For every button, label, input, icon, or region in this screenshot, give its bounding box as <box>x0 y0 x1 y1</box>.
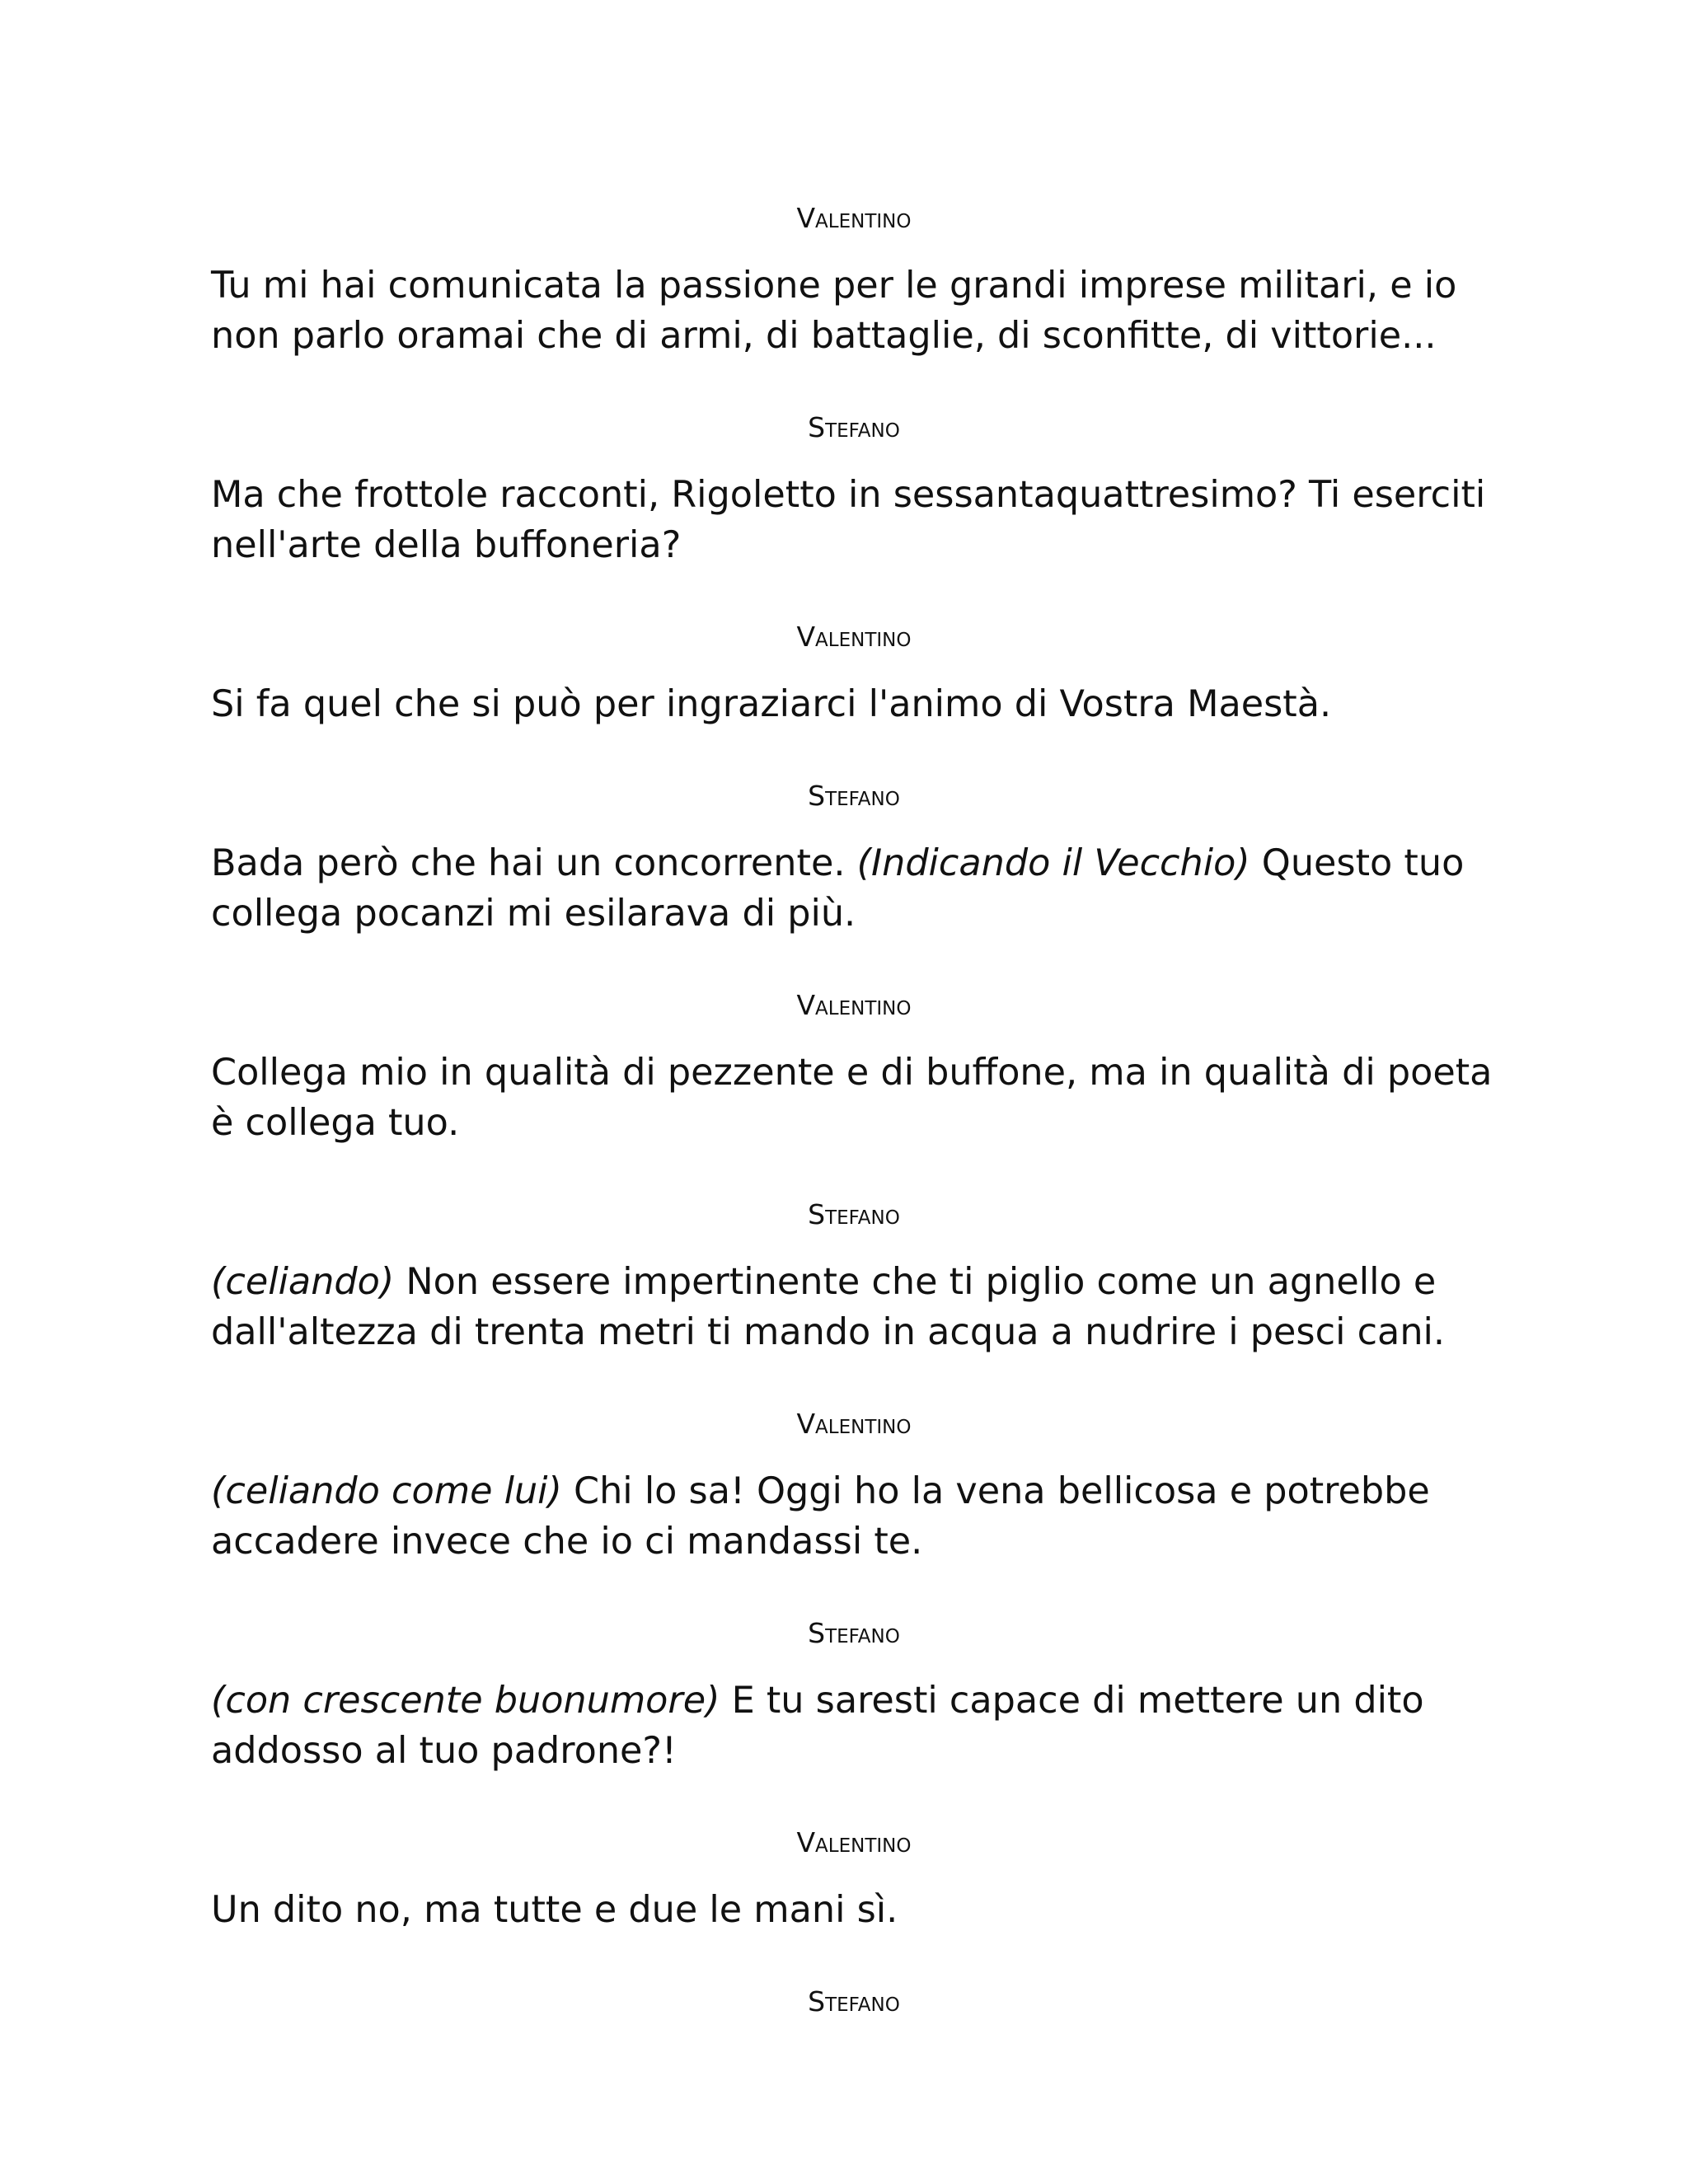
stage-direction: (celiando come lui) <box>211 1470 562 1512</box>
speaker-name: Stefano <box>808 1617 900 1649</box>
dialogue-block <box>211 1402 1497 1567</box>
dialogue-text: Questo tuo collega pocanzi mi esilarava di più. <box>211 842 1465 935</box>
dialogue-block <box>211 615 1497 729</box>
stage-direction: (celiando) <box>211 1261 395 1303</box>
dialogue-line <box>211 838 1497 939</box>
speaker-name: Valentino <box>796 202 912 234</box>
dialogue-text: Collega mio in qualità di pezzente e di buffone, ma in qualità di poeta è collega tuo. <box>211 1052 1493 1144</box>
dialogue-text: Ma che frottole racconti, Rigoletto in sessantaquattresimo? Ti eserciti nell'arte della buffoneria? <box>211 474 1486 566</box>
dialogue-text: Si fa quel che si può per ingraziarci l'animo di Vostra Maestà. <box>211 683 1332 725</box>
speaker-name: Valentino <box>796 989 912 1021</box>
dialogue-line <box>211 260 1497 361</box>
dialogue-line <box>211 1466 1497 1567</box>
dialogue-line <box>211 470 1497 570</box>
dialogue-block <box>211 405 1497 570</box>
dialogue-text: Chi lo sa! Oggi ho la vena bellicosa e potrebbe accadere invece che io ci mandassi te. <box>211 1470 1430 1563</box>
dialogue-block <box>211 983 1497 1148</box>
speaker-name: Valentino <box>796 1408 912 1440</box>
dialogue-text: Non essere impertinente che ti piglio come un agnello e dall'altezza di trenta metri ti mando in acqua a nudrire i pesci cani. <box>211 1261 1446 1353</box>
dialogue-line <box>211 1047 1497 1148</box>
dialogue-text: Bada però che hai un concorrente. <box>211 842 857 884</box>
dialogue-text: E tu saresti capace di mettere un dito addosso al tuo padrone?! <box>211 1680 1424 1772</box>
dialogue-line <box>211 1257 1497 1357</box>
dialogue-line <box>211 679 1497 729</box>
dialogue-block <box>211 1821 1497 1935</box>
dialogue-block <box>211 1611 1497 1776</box>
dialogue-block <box>211 774 1497 939</box>
dialogue-text: Tu mi hai comunicata la passione per le grandi imprese militari, e io non parlo oramai che di armi, di battaglie, di sconfitte, di vittorie... <box>211 265 1457 357</box>
dialogue-block <box>211 1193 1497 1357</box>
script-body <box>211 196 1497 2044</box>
speaker-name: Stefano <box>808 1985 900 2018</box>
stage-direction: (con crescente buonumore) <box>211 1680 720 1722</box>
speaker-name: Stefano <box>808 411 900 443</box>
dialogue-text: Un dito no, ma tutte e due le mani sì. <box>211 1889 898 1931</box>
speaker-name: Stefano <box>808 1198 900 1230</box>
dialogue-block <box>211 196 1497 361</box>
speaker-name: Valentino <box>796 1826 912 1858</box>
speaker-name: Stefano <box>808 780 900 812</box>
speaker-name: Valentino <box>796 621 912 653</box>
stage-direction: (Indicando il Vecchio) <box>856 842 1250 884</box>
dialogue-block <box>211 1980 1497 2026</box>
dialogue-line <box>211 1675 1497 1776</box>
dialogue-line <box>211 1885 1497 1935</box>
